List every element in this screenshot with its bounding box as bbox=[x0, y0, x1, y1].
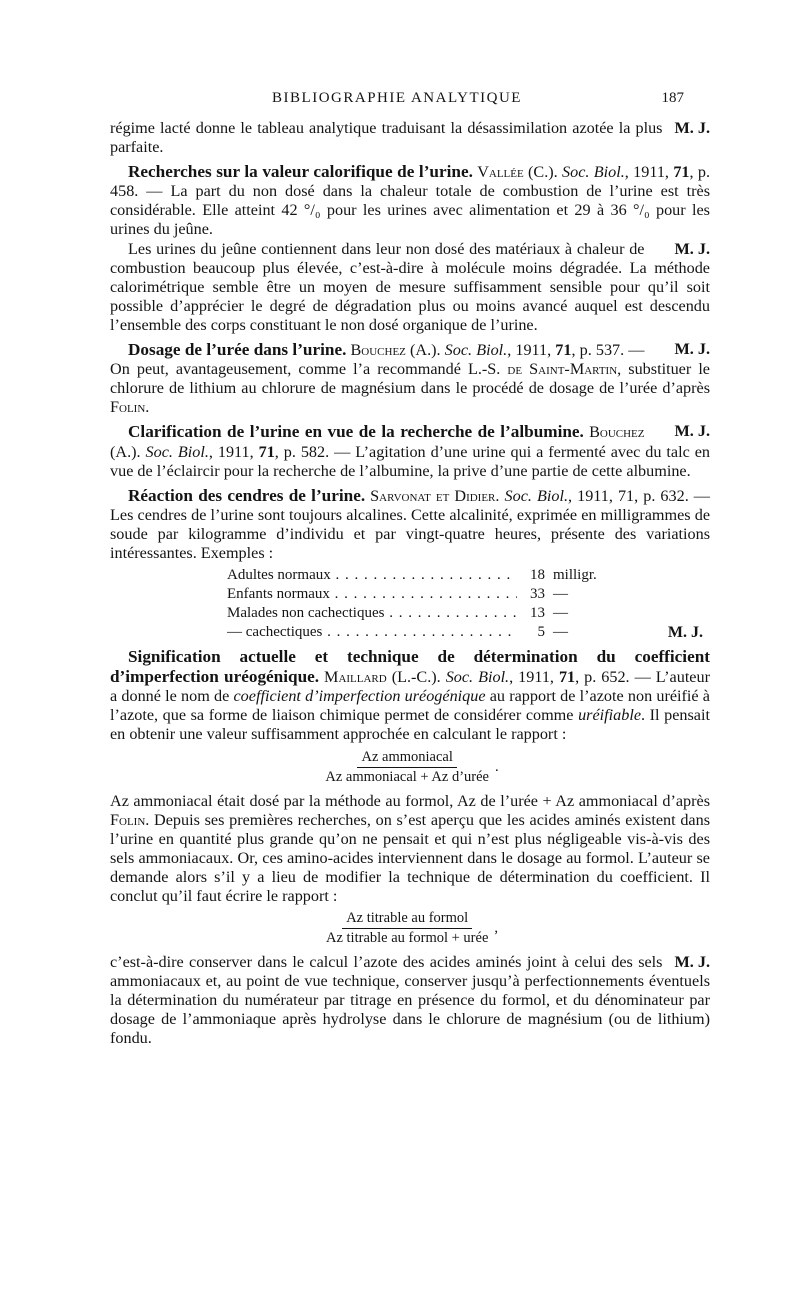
journal-name: Soc. Biol. bbox=[504, 486, 568, 505]
row-unit: — bbox=[553, 586, 568, 603]
journal-name: Soc. Biol. bbox=[145, 442, 209, 461]
article-body: , 1911, 71, p. 632. — Les cendres de l’urine sont toujours alcalines. Cette alcalinité, exprimée en milligrammes de soude par kilogramme d’individu et par vingt-quatre heures, présente des variations intéressantes. Exemples : bbox=[110, 486, 710, 562]
article-calorific-value bbox=[110, 162, 710, 239]
row-label: Enfants normaux . . . bbox=[227, 585, 517, 604]
cited-author: Folin bbox=[110, 810, 146, 829]
article-title: Réaction des cendres de l’urine. bbox=[128, 485, 366, 505]
article-body: . Depuis ses premières recherches, on s’est aperçu que les acides aminés existent dans l’urine en quantité plus grande qu’on ne pensait et qui n’est plus négligeable vis-à-vis des sels ammoniacaux. Or, ces amino-acides interviennent dans le dosage au formol. L’auteur se demande alors s’il y a lieu de modifier la technique de détermination du coefficient. Il conclut qu’il faut écrire le rapport : bbox=[110, 810, 710, 905]
article-author: Bouchez bbox=[350, 341, 406, 360]
signature: M. J. bbox=[674, 953, 710, 972]
cited-author: de Saint-Martin bbox=[507, 360, 618, 379]
reference-year: , 1911, bbox=[624, 163, 674, 182]
signature: M. J. bbox=[674, 239, 710, 258]
page-number: 187 bbox=[661, 90, 684, 106]
examples-table bbox=[227, 566, 707, 642]
defined-term: coefficient d’imperfection uréogénique bbox=[233, 687, 486, 706]
row-signature bbox=[613, 604, 707, 623]
article-title: Signification actuelle et technique de détermination du coefficient d’imperfection uréogénique. bbox=[110, 647, 710, 687]
table-row bbox=[227, 623, 707, 642]
signature: M. J. bbox=[674, 340, 710, 359]
article-body: Az ammoniacal était dosé par la méthode au formol, Az de l’urée + Az ammoniacal d’après bbox=[110, 791, 710, 810]
signature: M. J. bbox=[674, 422, 710, 441]
paragraph-text: Les urines du jeûne contiennent dans leur non dosé des matériaux à chaleur de combustion beaucoup plus élevée, c’est-à-dire à molécule moins dégradée. La méthode calorimétrique semble être un moyen de mesure suffisamment sensible pour qu’il soit possible d’apprécier le degré de dégradation plus ou moins avancé auquel est descendu l’ensemble des corps constituant le non dosé organique de l’urine. bbox=[110, 239, 710, 334]
table-row bbox=[227, 604, 707, 623]
reference-year: , 1911, bbox=[509, 668, 559, 687]
row-value: 5 bbox=[537, 624, 545, 641]
article-body: au rapport de l’azote non uréifié à l’azote, que sa forme de liaison chimique permet de considérer comme bbox=[110, 687, 710, 725]
row-signature bbox=[613, 566, 707, 585]
article-title: Recherches sur la valeur calorifique de l’urine. bbox=[128, 162, 473, 182]
formula-numerator: Az ammoniacal bbox=[357, 749, 456, 768]
formula-denominator: Az titrable au formol + urée bbox=[326, 930, 489, 947]
row-signature bbox=[613, 585, 707, 604]
row-value: 18 bbox=[530, 567, 545, 584]
article-body: , p. 652. — L’auteur a donné le nom de bbox=[110, 668, 710, 706]
article-paragraph bbox=[110, 953, 710, 1048]
volume-number: 71 bbox=[673, 163, 690, 182]
journal-name: Soc. Biol. bbox=[445, 668, 510, 687]
row-unit: — bbox=[553, 605, 568, 622]
cited-author: Folin bbox=[110, 398, 146, 417]
article-paragraph bbox=[110, 240, 710, 335]
article-author-initials: (C.). bbox=[523, 163, 563, 182]
article-author: Maillard bbox=[324, 668, 387, 687]
formula-punctuation: . bbox=[494, 758, 499, 775]
row-label: Adultes normaux . . . bbox=[227, 566, 517, 585]
row-value: 33 bbox=[530, 586, 545, 603]
article-imperfection-coefficient bbox=[110, 647, 710, 744]
article-body: . bbox=[495, 486, 505, 505]
row-unit: milligr. bbox=[553, 567, 597, 584]
page-header bbox=[110, 90, 684, 110]
journal-name: Soc. Biol. bbox=[562, 163, 625, 182]
running-title: BIBLIOGRAPHIE ANALYTIQUE bbox=[272, 90, 522, 106]
volume-number: 71 bbox=[558, 668, 576, 687]
signature: M. J. bbox=[674, 119, 710, 137]
formula-denominator: Az ammoniacal + Az d’urée bbox=[325, 768, 489, 785]
table-row bbox=[227, 585, 707, 604]
article-urea-dosage bbox=[110, 340, 710, 417]
article-body: , p. 537. — On peut, avantageusement, comme l’a recommandé L.-S. bbox=[110, 341, 645, 379]
article-body: , p. 458. — La part du non dosé dans la chaleur totale de combustion de l’urine est très considérable. Elle atteint 42 °/₀ pour les urines avec alimentation et 29 à 36 °/₀ pour les urines du jeûne. bbox=[110, 163, 711, 239]
reference-year: , 1911, bbox=[208, 442, 259, 461]
formula-numerator: Az titrable au formol bbox=[342, 910, 472, 929]
article-title: Dosage de l’urée dans l’urine. bbox=[128, 340, 347, 360]
article-author: Bouchez bbox=[589, 423, 645, 442]
article-body: , substituer le chlorure de lithium au chlorure de magnésium dans le procédé de dosage de l’urée d’après bbox=[110, 360, 710, 398]
paragraph-text: c’est-à-dire conserver dans le calcul l’azote des acides aminés joint à celui des sels ammoniacaux et, au point de vue technique, conserver jusqu’à perfectionnements éventuels la détermination du numérateur par titrage en présence du formol, et du dénominateur par dosage de l’ammoniaque après hydrolyse dans le chlorure de magnésium (ou de lithium) fondu. bbox=[110, 953, 710, 1048]
reference-year: , 1911, bbox=[507, 341, 556, 360]
volume-number: 71 bbox=[555, 341, 572, 360]
page-body bbox=[110, 119, 710, 1049]
row-value: 13 bbox=[530, 605, 545, 622]
paragraph-text: régime lacté donne le tableau analytique traduisant la désassimilation azotée la plus parfaite. bbox=[110, 119, 663, 157]
article-paragraph bbox=[110, 792, 710, 907]
article-body: . Il pensait en obtenir une valeur suffisamment approchée en calculant le rapport : bbox=[110, 706, 710, 744]
journal-name: Soc. Biol. bbox=[444, 341, 508, 360]
article-author-initials: (A.). bbox=[405, 341, 445, 360]
article-author-initials: (L.-C.). bbox=[386, 668, 446, 687]
formula-punctuation: , bbox=[494, 920, 498, 937]
table-row bbox=[227, 566, 707, 585]
article-ash-reaction bbox=[110, 486, 710, 563]
article-author: Sarvonat et Didier bbox=[370, 486, 496, 505]
defined-term: uréifiable bbox=[578, 706, 642, 725]
formula-ratio-1 bbox=[110, 749, 710, 786]
row-unit: — bbox=[553, 624, 568, 641]
article-body: , p. 582. — L’agitation d’une urine qui a fermenté avec du talc en vue de l’éclaircir pour la recherche de l’albumine, la prive d’une partie de cette albumine. bbox=[110, 442, 710, 480]
row-label: — cachectiques . . . bbox=[227, 623, 517, 642]
article-author: Vallée bbox=[477, 163, 524, 182]
volume-number: 71 bbox=[258, 442, 275, 461]
article-title: Clarification de l’urine en vue de la recherche de l’albumine. bbox=[128, 422, 584, 442]
article-clarification bbox=[110, 422, 710, 480]
article-body: . bbox=[145, 398, 150, 417]
formula-ratio-2 bbox=[110, 910, 710, 947]
continued-paragraph bbox=[110, 119, 710, 157]
row-label: Malades non cachectiques . . . bbox=[227, 604, 517, 623]
article-author-initials: (A.). bbox=[110, 442, 146, 461]
row-signature: M. J. bbox=[667, 624, 703, 642]
